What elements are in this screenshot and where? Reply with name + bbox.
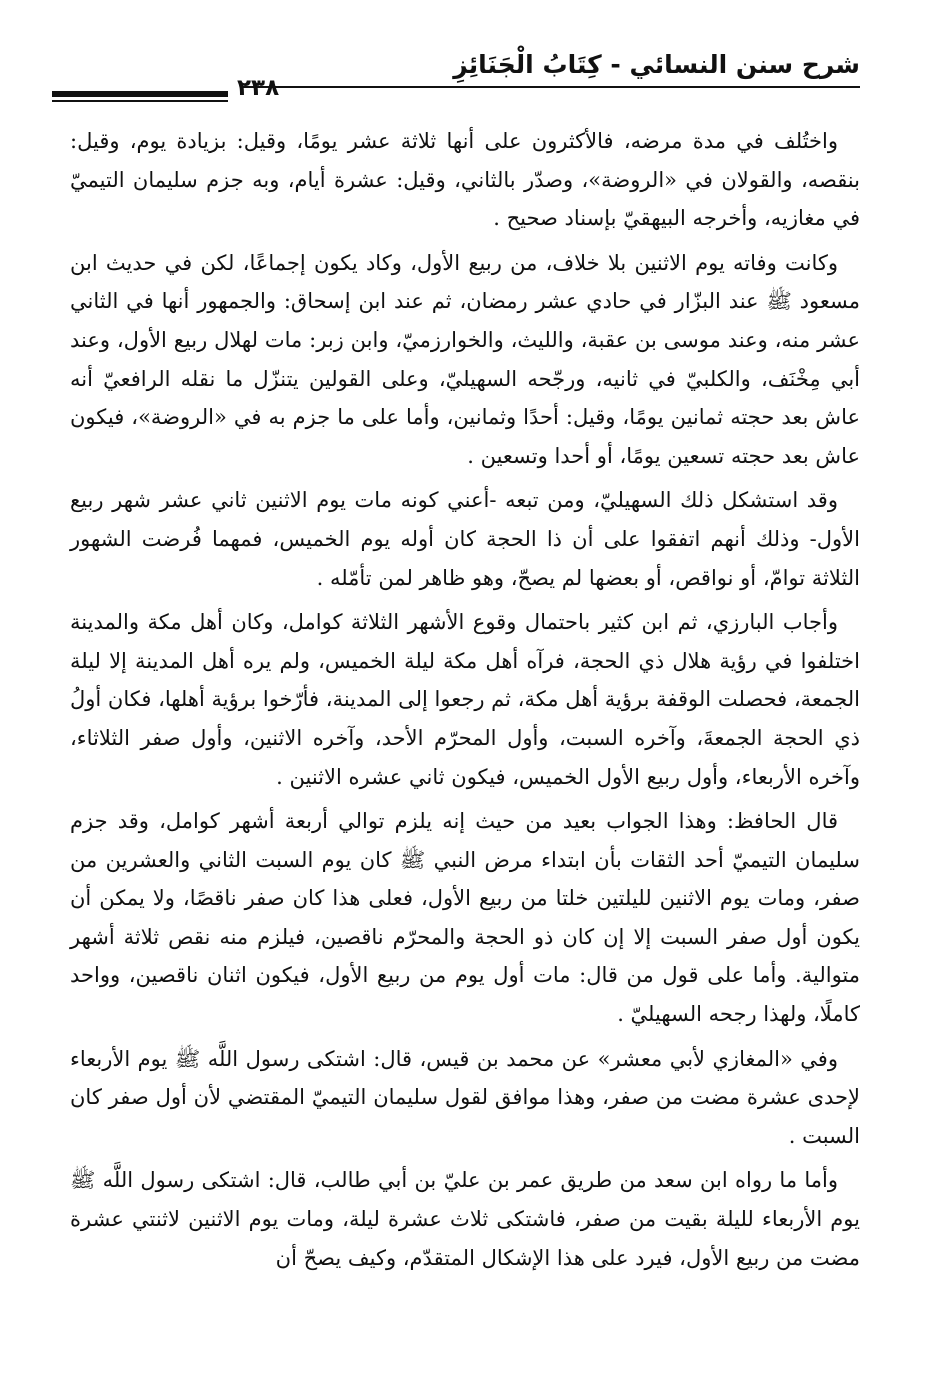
page-body <box>70 122 860 1283</box>
page-number: ٢٣٨ <box>237 75 280 101</box>
page-header <box>52 46 860 106</box>
paragraph: واختُلف في مدة مرضه، فالأكثرون على أنها ثلاثة عشر يومًا، وقيل: بزيادة يوم، وقيل: بنقصه، والقولان في «الروضة»، وصدّر بالثاني، وقيل: عشرة أيام، وبه جزم سليمان التيميّ في مغازيه، وأخرجه البيهقيّ بإسناد صحيح . <box>70 129 860 231</box>
paragraph: وكانت وفاته يوم الاثنين بلا خلاف، من ربيع الأول، وكاد يكون إجماعًا، لكن في حديث ابن مسعود ﷺ عند البزّار في حادي عشر رمضان، ثم عند ابن إسحاق: والجمهور أنها في الثاني عشر منه، وعند موسى بن عقبة، والليث، والخوارزميّ، وابن زبر: مات لهلال ربيع الأول، وعند أبي مِخْنَف، والكلبيّ في ثانيه، ورجّحه السهيليّ، وعلى القولين يتنزّل ما نقله الرافعيّ أنه عاش بعد حجته ثمانين يومًا، وقيل: أحدًا وثمانين، وأما على ما جزم به في «الروضة»، فيكون عاش بعد حجته تسعين يومًا، أو أحدا وتسعين . <box>70 250 861 468</box>
running-title: شرح سنن النسائي - كِتَابُ الْجَنَائِزِ <box>453 50 860 79</box>
paragraph: وقد استشكل ذلك السهيليّ، ومن تبعه -أعني كونه مات يوم الاثنين ثاني عشر شهر ربيع الأول- وذلك أنهم اتفقوا على أن ذا الحجة كان أوله يوم الخميس، فمهما فُرضت الشهور الثلاثة توامّ، أو نواقص، أو بعضها لم يصحّ، وهو ظاهر لمن تأمّله . <box>70 488 860 590</box>
header-thick-rule <box>52 91 228 97</box>
paragraph: قال الحافظ: وهذا الجواب بعيد من حيث إنه يلزم توالي أربعة أشهر كوامل، وقد جزم سليمان التيميّ أحد الثقات بأن ابتداء مرض النبي ﷺ كان يوم السبت الثاني والعشرين من صفر، ومات يوم الاثنين لليلتين خلتا من ربيع الأول، فعلى هذا كان صفر ناقصًا، ولا يمكن أن يكون أول صفر السبت إلا إن كان ذو الحجة والمحرّم ناقصين، فيلزم منه نقص ثلاثة أشهر متوالية. وأما على قول من قال: مات أول يوم من ربيع الأول، فيكون اثنان ناقصين، وواحد كاملًا، ولهذا رجحه السهيليّ . <box>70 809 860 1027</box>
paragraph: وأما ما رواه ابن سعد من طريق عمر بن عليّ بن أبي طالب، قال: اشتكى رسول اللَّه ﷺ يوم الأربعاء لليلة بقيت من صفر، فاشتكى ثلاث عشرة ليلة، ومات يوم الاثنين لاثنتي عشرة مضت من ربيع الأول، فيرد على هذا الإشكال المتقدّم، وكيف يصحّ أن <box>70 1168 860 1270</box>
paragraph: وأجاب البارزي، ثم ابن كثير باحتمال وقوع الأشهر الثلاثة كوامل، وكان أهل مكة والمدينة اختلفوا في رؤية هلال ذي الحجة، فرآه أهل مكة ليلة الخميس، ولم يره أهل المدينة إلا ليلة الجمعة، فحصلت الوقفة برؤية أهل مكة، ثم رجعوا إلى المدينة، فأرّخوا برؤية أهلها، فكان أولُ ذي الحجة الجمعةَ، وآخره السبت، وأول المحرّم الأحد، وآخره الاثنين، وأول صفر الثلاثاء، وآخره الأربعاء، وأول ربيع الأول الخميس، فيكون ثاني عشره الاثنين . <box>70 610 860 789</box>
header-thin-rule <box>52 100 228 102</box>
paragraph: وفي «المغازي لأبي معشر» عن محمد بن قيس، قال: اشتكى رسول اللَّه ﷺ يوم الأربعاء لإحدى عشرة مضت من صفر، وهذا موافق لقول سليمان التيميّ المقتضي لأن أول صفر كان السبت . <box>70 1046 860 1148</box>
header-title-rule <box>240 86 860 88</box>
